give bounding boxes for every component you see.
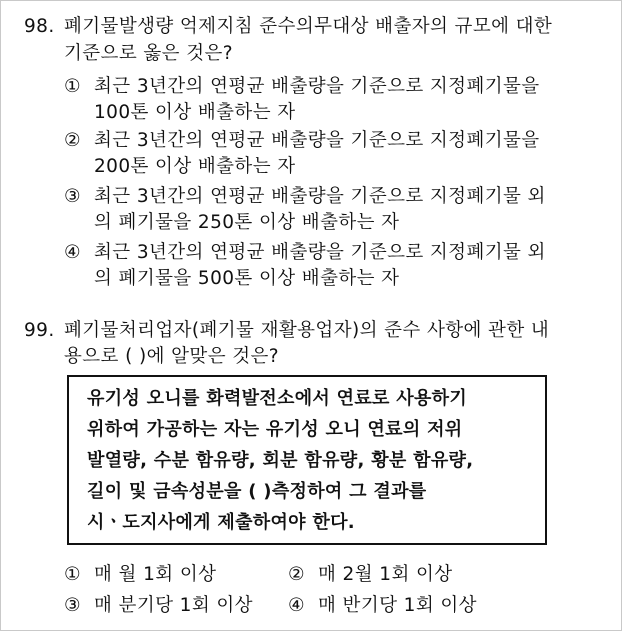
question-stem-line-2: 기준으로 옳은 것은? [64, 43, 233, 64]
option-text: 매 분기당 1회 이상 [94, 595, 253, 616]
option-text: 매 월 1회 이상 [94, 564, 217, 585]
box-text-line-5: 시ㆍ도지사에게 제출하여야 한다. [87, 512, 355, 533]
option-mark: ④ [64, 242, 81, 263]
option-mark: ③ [64, 186, 81, 207]
option-text-line-2: 200톤 이상 배출하는 자 [94, 156, 296, 177]
box-text-line-4: 길이 및 금속성분을 ( )측정하여 그 결과를 [87, 481, 427, 502]
option-mark: ② [288, 564, 305, 585]
question-stem-line-2: 용으로 ( )에 알맞은 것은? [64, 346, 280, 367]
question-stem-line-1: 폐기물처리업자(폐기물 재활용업자)의 준수 사항에 관한 내 [64, 320, 550, 341]
option-text: 매 반기당 1회 이상 [318, 595, 477, 616]
option-text-line-2: 100톤 이상 배출하는 자 [94, 102, 296, 123]
box-text-line-1: 유기성 오니를 화력발전소에서 연료로 사용하기 [87, 388, 468, 409]
option-text-line-1: 최근 3년간의 연평균 배출량을 기준으로 지정폐기물 외 [94, 242, 546, 263]
question-number: 99. [24, 320, 55, 341]
option-text-line-1: 최근 3년간의 연평균 배출량을 기준으로 지정폐기물을 [94, 130, 540, 151]
option-text-line-1: 최근 3년간의 연평균 배출량을 기준으로 지정폐기물을 [94, 76, 540, 97]
option-text-line-2: 의 폐기물을 250톤 이상 배출하는 자 [94, 212, 400, 233]
box-text-line-2: 위하여 가공하는 자는 유기성 오니 연료의 저위 [87, 419, 463, 440]
box-text-line-3: 발열량, 수분 함유량, 회분 함유량, 황분 함유량, [87, 450, 474, 471]
option-mark: ④ [288, 595, 305, 616]
option-text-line-2: 의 폐기물을 500톤 이상 배출하는 자 [94, 268, 400, 289]
question-number: 98. [24, 16, 55, 37]
option-mark: ② [64, 130, 81, 151]
option-text-line-1: 최근 3년간의 연평균 배출량을 기준으로 지정폐기물 외 [94, 186, 546, 207]
question-stem-line-1: 폐기물발생량 억제지침 준수의무대상 배출자의 규모에 대한 [64, 16, 553, 37]
option-mark: ① [64, 76, 81, 97]
reference-box [67, 375, 547, 545]
option-mark: ③ [64, 595, 81, 616]
option-mark: ① [64, 564, 81, 585]
option-text: 매 2월 1회 이상 [318, 564, 453, 585]
